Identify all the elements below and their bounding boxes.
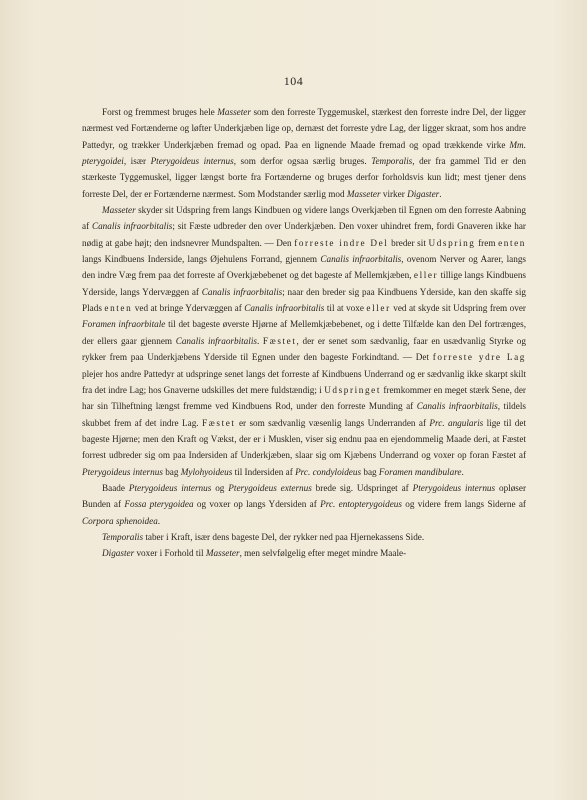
text-run: Baade bbox=[102, 482, 129, 493]
italic-term: Corpora sphenoidea bbox=[82, 515, 158, 526]
text-run: , som derfor ogsaa særlig bruges. bbox=[233, 156, 372, 167]
spaced-emphasis: Fæstet bbox=[201, 417, 236, 428]
italic-term: Canalis infraorbitalis bbox=[91, 221, 173, 232]
italic-term: Foramen infraorbitale bbox=[82, 319, 166, 330]
italic-term: Canalis infraorbitalis bbox=[416, 401, 498, 412]
italic-term: Canalis infraorbitalis bbox=[320, 254, 402, 265]
text-run: , men selvfølgelig efter meget mindre Maale- bbox=[239, 548, 407, 559]
text-run: , ovenom Nerver og Aarer, langs den indre Væg frem paa det forreste af Overkjæbebenet og det bageste af Mellemkjæben, bbox=[82, 254, 526, 281]
spaced-emphasis: Fæstet bbox=[262, 335, 297, 346]
italic-term: Pterygoideus internus bbox=[82, 466, 163, 477]
text-run: og bbox=[211, 482, 229, 493]
italic-term: Masseter bbox=[102, 205, 136, 216]
italic-term: Foramen mandibulare bbox=[378, 466, 462, 477]
paragraph bbox=[82, 104, 526, 202]
text-run: . bbox=[439, 188, 442, 199]
text-run: taber i Kraft, især dens bageste Del, der rykker ned paa Hjernekassens Side. bbox=[143, 531, 425, 542]
text-run: Forst og fremmest bruges hele bbox=[102, 107, 218, 117]
italic-term: Digaster bbox=[102, 548, 135, 559]
paragraph bbox=[82, 480, 526, 529]
text-run: . bbox=[461, 466, 464, 477]
text-run: opløser Bunden af bbox=[82, 482, 527, 510]
text-run: frem bbox=[475, 237, 499, 248]
text-run: ved at bringe Ydervæggen af bbox=[132, 303, 245, 314]
italic-term: Masseter bbox=[205, 548, 240, 559]
italic-term: Pterygoideus externus bbox=[228, 482, 312, 493]
paragraph bbox=[82, 529, 526, 545]
spaced-emphasis: eller bbox=[413, 270, 439, 281]
text-run: , der fra gammel Tid er den stærkeste Tyggemuskel, ligger længst borte fra Fortænderne og bruges derfor forholdsvis kun lidt; mest tjener dens forreste Del, der er Fortænderne nærmest. Som Modstander særlig mod bbox=[82, 156, 527, 199]
text-run: . bbox=[157, 515, 161, 526]
spaced-emphasis: eller bbox=[366, 303, 391, 314]
italic-term: Prc. angularis bbox=[429, 417, 484, 428]
text-run: bag bbox=[361, 466, 379, 477]
text-run: er som sædvanlig væsenlig langs Underranden af bbox=[235, 417, 430, 428]
spaced-emphasis: Udspringet bbox=[324, 384, 382, 395]
text-run: plejer hos andre Pattedyr at udspringe senet langs det forreste af Kindbuens Underrand og er sædvanlig ikke skarpt skilt fra det indre Lag; hos Gnaverne udskilles det mere fuldstændig; i bbox=[82, 368, 526, 395]
text-run: . bbox=[256, 335, 263, 346]
text-run: til Indersiden af bbox=[232, 466, 296, 477]
italic-term: Temporalis bbox=[371, 156, 413, 167]
text-run: fremkommer en meget stærk Sene, der har sin Tilheftning længst fremme ved Kindbuens Rod, under den forreste Munding af bbox=[82, 384, 526, 412]
text-run: ved at skyde sit Udspring frem over bbox=[390, 303, 526, 314]
italic-term: Masseter bbox=[346, 188, 381, 199]
body-text bbox=[82, 104, 526, 562]
italic-term: Mylohyoideus bbox=[180, 466, 233, 477]
paragraph bbox=[82, 202, 526, 480]
text-run: bag bbox=[162, 466, 181, 477]
text-run: virker bbox=[380, 188, 408, 199]
text-run: ; naar den breder sig paa Kindbuens Yderside, kan den skaffe sig Plads bbox=[82, 286, 526, 314]
italic-term: Canalis infraorbitalis bbox=[201, 286, 283, 297]
text-run: breder sit bbox=[388, 237, 429, 248]
text-run: til det bageste øverste Hjørne af Mellemkjæbebenet, og i dette Tilfælde kan den Del fortrænges, der ellers gaar gjennem bbox=[82, 319, 526, 346]
italic-term: Masseter bbox=[217, 107, 251, 117]
italic-term: Temporalis bbox=[102, 531, 144, 542]
italic-term: Prc. entopterygoideus bbox=[320, 499, 402, 510]
italic-term: Digaster bbox=[407, 188, 440, 199]
italic-term: Pterygoideus internus bbox=[150, 156, 234, 167]
italic-term: Fossa pterygoidea bbox=[124, 499, 194, 510]
text-run: ; sit Fæste udbreder den over Underkjæben. Den voxer uhindret frem, fordi Gnaveren ikke har nødig at gabe højt; den indsnevrer Mundspalten. — Den bbox=[82, 221, 526, 248]
italic-term: Prc. condyloideus bbox=[295, 466, 362, 477]
text-run: langs Kindbuens Inderside, langs Øjehulens Forrand, gjennem bbox=[82, 254, 321, 265]
text-run: lige til det bageste Hjørne; men den Kraft og Vækst, der er i Musklen, viser sig endnu paa en ejendommelig Maade deri, at Fæstet forrest udbreder sig om paa Indersiden af Underkjæben, slaar sig om Kjæbens Underrand og voxer op foran Fæstet af bbox=[82, 417, 527, 461]
text-run: brede sig. Udspringet af bbox=[311, 482, 413, 493]
spaced-emphasis: Udspring bbox=[428, 237, 476, 248]
text-run: , tildels skubbet frem af det indre Lag. bbox=[82, 401, 526, 428]
spaced-emphasis: forreste indre Del bbox=[294, 237, 389, 248]
text-run: voxer i Forhold til bbox=[134, 548, 206, 559]
italic-term: Canalis infraorbitalis bbox=[244, 303, 325, 314]
paragraph bbox=[82, 545, 526, 561]
text-run: tillige langs Kindbuens Yderside, langs Ydervæggen af bbox=[82, 270, 526, 297]
italic-term: Mm. pterygoidei bbox=[82, 139, 526, 167]
text-run: som den forreste Tyggemuskel, stærkest den forreste indre Del, der ligger nærmest ved Fortænderne og løfter Underkjæben lige op, dernæst det forreste ydre Lag, der ligger skraat, som hos andre Pattedyr, og trækker Underkjæben fremad og opad. Paa en lignende Maade fremad og opad trækkende virke bbox=[82, 107, 526, 150]
spaced-emphasis: enten bbox=[498, 237, 527, 248]
text-run: og videre frem langs Siderne af bbox=[401, 499, 526, 510]
text-run: , der er senet som sædvanlig, faar en usædvanlig Styrke og rykker frem paa Underkjæbens Yderside til Egnen under den bageste Forkindtand. — Det bbox=[82, 335, 526, 363]
spaced-emphasis: enten bbox=[104, 303, 133, 314]
text-run: til at voxe bbox=[324, 303, 367, 314]
spaced-emphasis: forreste ydre Lag bbox=[432, 352, 526, 363]
text-run: og voxer op langs Ydersiden af bbox=[193, 499, 321, 510]
italic-term: Pterygoideus internus bbox=[128, 482, 212, 493]
italic-term: Canalis infraorbitalis bbox=[175, 335, 257, 346]
text-run: , især bbox=[123, 156, 151, 167]
italic-term: Pterygoideus internus bbox=[412, 482, 496, 493]
text-run: skyder sit Udspring frem langs Kindbuen og videre langs Overkjæben til Egnen om den forreste Aabning af bbox=[82, 205, 526, 232]
page-number: 104 bbox=[283, 74, 304, 88]
